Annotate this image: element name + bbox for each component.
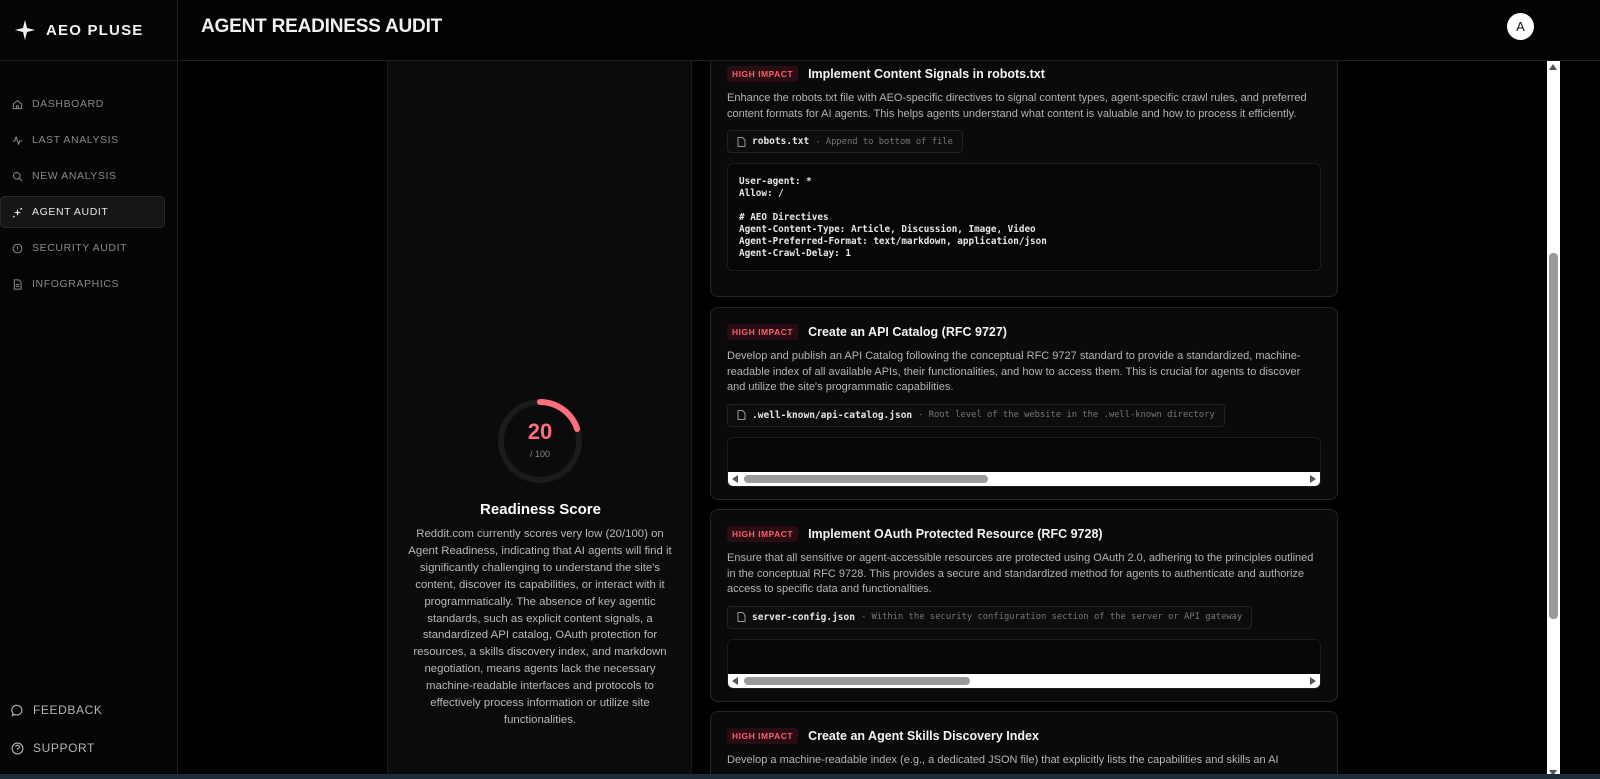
- file-name: .well-known/api-catalog.json: [752, 409, 913, 421]
- file-chip: [727, 404, 1225, 427]
- card-description: Enhance the robots.txt file with AEO-specific directives to signal content types, agent-specific crawl rules, and preferred content formats for AI agents. This helps agents understand what content is valuable and how to process it efficiently.: [727, 92, 1307, 120]
- card-description: Ensure that all sensitive or agent-accessible resources are protected using OAuth 2.0, adhering to the principles outlined in the conceptual RFC 9728. This provides a secure and standardized method for agents to authenticate and authorize access to specific data and functionalities.: [727, 552, 1314, 595]
- code-block[interactable]: [727, 639, 1321, 689]
- top-header: [179, 0, 1600, 61]
- recommendation-card: [710, 509, 1338, 702]
- scrollbar-thumb[interactable]: [744, 677, 970, 685]
- activity-icon: [12, 135, 23, 146]
- file-note: - Append to bottom of file: [815, 136, 953, 147]
- alert-circle-icon: [12, 243, 23, 254]
- score-max: / 100: [529, 449, 551, 459]
- sidebar-item-label: LAST ANALYSIS: [32, 134, 119, 146]
- sidebar-item-agent-audit[interactable]: [0, 196, 165, 228]
- card-description: Develop and publish an API Catalog following the conceptual RFC 9727 standard to provide a standardized, machine-readable index of all available APIs, their functionalities, and how to access them. This is crucial for agents to discover and utilize the site's programmatic capabilities.: [727, 350, 1301, 393]
- horizontal-scrollbar[interactable]: [728, 674, 1320, 688]
- sidebar-item-security-audit[interactable]: [0, 232, 165, 264]
- sparkle-logo-icon: [14, 19, 36, 41]
- home-icon: [12, 99, 23, 110]
- scroll-right-icon[interactable]: [1310, 677, 1316, 685]
- score-title: Readiness Score: [480, 501, 601, 518]
- card-description: Develop a machine-readable index (e.g., a dedicated JSON file) that explicitly lists the capabilities and skills an AI: [727, 754, 1279, 766]
- recommendation-card: [710, 61, 1338, 297]
- scroll-up-icon[interactable]: [1549, 64, 1557, 70]
- scroll-left-icon[interactable]: [732, 475, 738, 483]
- page-scrollbar[interactable]: [1547, 61, 1560, 779]
- sidebar-item-new-analysis[interactable]: [0, 160, 165, 192]
- file-note: - Within the security configuration section of the server or API gateway: [860, 612, 1243, 622]
- brand-name: AEO PLUSE: [46, 21, 144, 39]
- sidebar-footer: [0, 691, 178, 767]
- sidebar-nav: [0, 88, 177, 300]
- recommendation-card: [710, 711, 1338, 779]
- readiness-score-panel: [387, 61, 692, 779]
- card-heading: [727, 323, 1321, 341]
- feedback-label: FEEDBACK: [33, 703, 103, 717]
- file-chip: [727, 606, 1252, 629]
- file-icon: [737, 612, 746, 622]
- file-icon: [737, 137, 746, 147]
- file-note: - Root level of the website in the .well-known directory: [918, 410, 1215, 420]
- sidebar-item-label: AGENT AUDIT: [32, 206, 109, 218]
- impact-badge: HIGH IMPACT: [727, 728, 798, 744]
- sidebar-item-label: INFOGRAPHICS: [32, 278, 120, 290]
- sidebar-item-last-analysis[interactable]: [0, 124, 165, 156]
- sidebar-item-label: NEW ANALYSIS: [32, 170, 117, 182]
- sparkles-icon: [12, 207, 23, 218]
- sidebar: [0, 0, 178, 779]
- sidebar-item-dashboard[interactable]: [0, 88, 165, 120]
- card-title: Create an API Catalog (RFC 9727): [808, 324, 1007, 339]
- impact-badge: HIGH IMPACT: [727, 66, 798, 82]
- feedback-link[interactable]: [0, 691, 178, 729]
- sidebar-item-label: DASHBOARD: [32, 98, 104, 110]
- file-name: robots.txt: [752, 136, 810, 147]
- brand[interactable]: [0, 0, 177, 61]
- support-label: SUPPORT: [33, 741, 95, 755]
- help-circle-icon: [11, 742, 24, 755]
- card-heading: [727, 727, 1321, 745]
- score-description: Reddit.com currently scores very low (20/100) on Agent Readiness, indicating that AI agents will find it significantly challenging to understand the site's content, discover its capabilities, or interact with it programmatically. The absence of key agentic standards, such as explicit content signals, a standardized API catalog, OAuth protection for resources, a skills discovery index, and markdown negotiation, means agents lack the necessary machine-readable interfaces and protocols to effectively process information or utilize site functionalities.: [408, 528, 672, 726]
- horizontal-scrollbar[interactable]: [728, 472, 1320, 486]
- page-scrollbar-thumb[interactable]: [1549, 253, 1558, 619]
- avatar[interactable]: A: [1507, 13, 1534, 40]
- card-title: Implement OAuth Protected Resource (RFC 9728): [808, 526, 1103, 541]
- card-heading: [727, 65, 1321, 83]
- taskbar-edge: [0, 774, 1600, 779]
- score-value: 20: [527, 419, 553, 444]
- search-icon: [12, 171, 23, 182]
- chat-bubble-icon: [11, 704, 24, 717]
- scrollbar-thumb[interactable]: [744, 475, 988, 483]
- file-name: server-config.json: [752, 611, 855, 623]
- document-icon: [12, 279, 23, 290]
- sidebar-item-infographics[interactable]: [0, 268, 165, 300]
- card-title: Create an Agent Skills Discovery Index: [808, 728, 1039, 743]
- card-heading: [727, 525, 1321, 543]
- code-block[interactable]: [727, 437, 1321, 487]
- impact-badge: HIGH IMPACT: [727, 324, 798, 340]
- recommendations-list: [692, 61, 1547, 779]
- recommendation-card: [710, 307, 1338, 500]
- card-title: Implement Content Signals in robots.txt: [808, 66, 1045, 81]
- support-link[interactable]: [0, 729, 178, 767]
- scroll-right-icon[interactable]: [1310, 475, 1316, 483]
- sidebar-item-label: SECURITY AUDIT: [32, 242, 128, 254]
- file-chip: [727, 130, 963, 153]
- code-block[interactable]: User-agent: * Allow: / # AEO Directives Agent-Content-Type: Article, Discussion, Image, Video Agent-Preferred-Format: text/markdown, application/json Agent-Crawl-Delay: 1: [727, 163, 1321, 271]
- impact-badge: HIGH IMPACT: [727, 526, 798, 542]
- file-icon: [737, 410, 746, 420]
- scroll-left-icon[interactable]: [732, 677, 738, 685]
- page-title: AGENT READINESS AUDIT: [201, 16, 443, 37]
